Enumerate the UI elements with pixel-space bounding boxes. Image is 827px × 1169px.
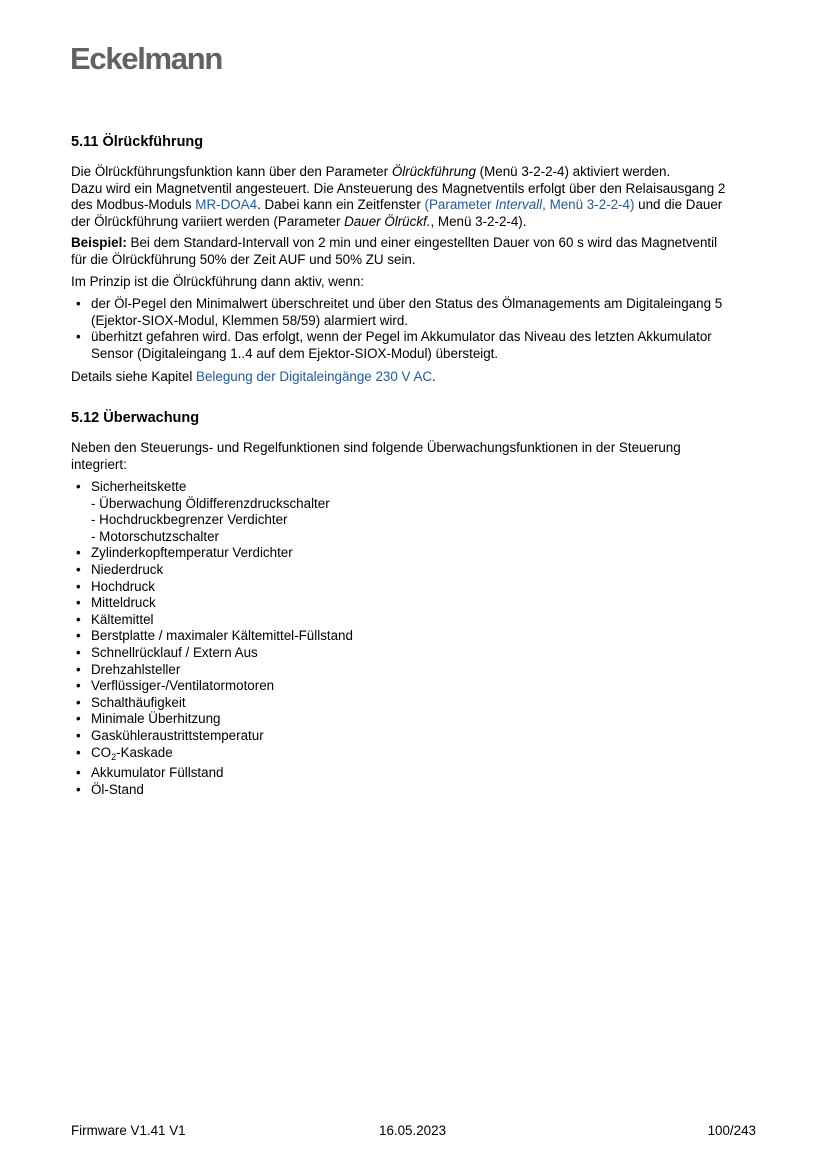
link-text: (Parameter (424, 197, 496, 213)
list-item: • Kältemittel (71, 612, 353, 629)
list-item: • Niederdruck (71, 562, 353, 579)
paragraph-intro (71, 164, 725, 230)
link-mr-doa4[interactable]: MR-DOA4 (195, 197, 258, 213)
list-item: • Zylinderkopftemperatur Verdichter (71, 545, 353, 562)
text: . (432, 369, 436, 384)
list-item (71, 329, 722, 362)
sub-item: - Überwachung Öldifferenzdruckschalter (91, 495, 330, 511)
footer-firmware: Firmware V1.41 V1 (71, 1123, 186, 1138)
text: Die Ölrückführungsfunktion kann über den Parameter (71, 164, 392, 179)
paragraph-principle: Im Prinzip ist die Ölrückführung dann aktiv, wenn: (71, 274, 364, 289)
text: -Kaskade (116, 744, 173, 760)
link-interval-param[interactable] (425, 197, 635, 212)
example-label: Beispiel: (71, 235, 127, 250)
list-item (71, 296, 722, 329)
text: Sensor (Digitaleingang 1..4 auf dem Ejektor-SIOX-Modul) übersteigt. (91, 345, 499, 361)
sub-item: - Motorschutzschalter (91, 528, 219, 544)
list-item: • Akkumulator Füllstand (71, 765, 353, 782)
list-item: • Drehzahlsteller (71, 662, 353, 679)
list-item: • Berstplatte / maximaler Kältemittel-Füllstand (71, 628, 353, 645)
details-line (71, 369, 436, 386)
subscript: 2 (111, 751, 117, 762)
text: Dazu wird ein Magnetventil angesteuert. Die Ansteuerung des Magnetventils erfolgt über den Relaisausgang 2 (71, 180, 726, 196)
text: des Modbus-Moduls (71, 197, 196, 213)
link-text: Intervall (495, 197, 543, 213)
section-title-5-11: 5.11 Ölrückführung (71, 134, 204, 150)
list-item (71, 745, 353, 766)
text: . Dabei kann ein Zeitfenster (257, 197, 425, 213)
text: der Öl-Pegel den Minimalwert überschreitet und über den Status des Ölmanagements am Digitaleingang 5 (91, 296, 723, 311)
param-name: Ölrückführung (391, 164, 476, 179)
text: für die Ölrückführung 50% der Zeit AUF und 50% ZU sein. (71, 251, 416, 267)
link-digital-inputs[interactable]: Belegung der Digitaleingänge 230 V AC (196, 369, 433, 384)
list-item: • Öl-Stand (71, 782, 353, 799)
sub-item: - Hochdruckbegrenzer Verdichter (91, 512, 288, 528)
param-name: Dauer Ölrückf. (344, 213, 431, 229)
text: und die Dauer (634, 197, 723, 213)
text: CO (91, 744, 112, 760)
list-item: • Mitteldruck (71, 595, 353, 612)
text: der Ölrückführung variiert werden (Parameter (71, 213, 345, 229)
text: Details siehe Kapitel (71, 369, 197, 384)
list-item: • Minimale Überhitzung (71, 711, 353, 728)
list-item: • Schalthäufigkeit (71, 695, 353, 712)
text: Neben den Steuerungs- und Regelfunktionen sind folgende Überwachungsfunktionen in der Steuerung (71, 440, 681, 455)
list-item: • Verflüssiger-/Ventilatormotoren (71, 678, 353, 695)
monitoring-list (71, 479, 353, 798)
text: überhitzt gefahren wird. Das erfolgt, wenn der Pegel im Akkumulator das Niveau des letzten Akkumulator (91, 329, 712, 345)
text: Sicherheitskette (91, 479, 187, 494)
section-title-5-12: 5.12 Überwachung (71, 410, 200, 426)
condition-list (71, 296, 722, 362)
paragraph-example (71, 235, 717, 268)
list-item: • Gaskühleraustrittstemperatur (71, 728, 353, 745)
link-text: , Menü 3-2-2-4) (542, 197, 635, 213)
text: (Menü 3-2-2-4) aktiviert werden. (475, 164, 671, 179)
text: , Menü 3-2-2-4). (430, 213, 527, 229)
text: integriert: (71, 456, 127, 472)
eckelmann-logo: Eckelmann (70, 41, 222, 76)
list-item (71, 479, 353, 545)
list-item: • Schnellrücklauf / Extern Aus (71, 645, 353, 662)
list-item: • Hochdruck (71, 579, 353, 596)
text: Bei dem Standard-Intervall von 2 min und einer eingestellten Dauer von 60 s wird das Magnetventil (126, 235, 718, 250)
footer-page-number: 100/243 (707, 1123, 756, 1138)
text: (Ejektor-SIOX-Modul, Klemmen 58/59) alarmiert wird. (91, 312, 409, 328)
paragraph-monitoring-intro (71, 440, 681, 473)
footer-date: 16.05.2023 (379, 1123, 447, 1138)
